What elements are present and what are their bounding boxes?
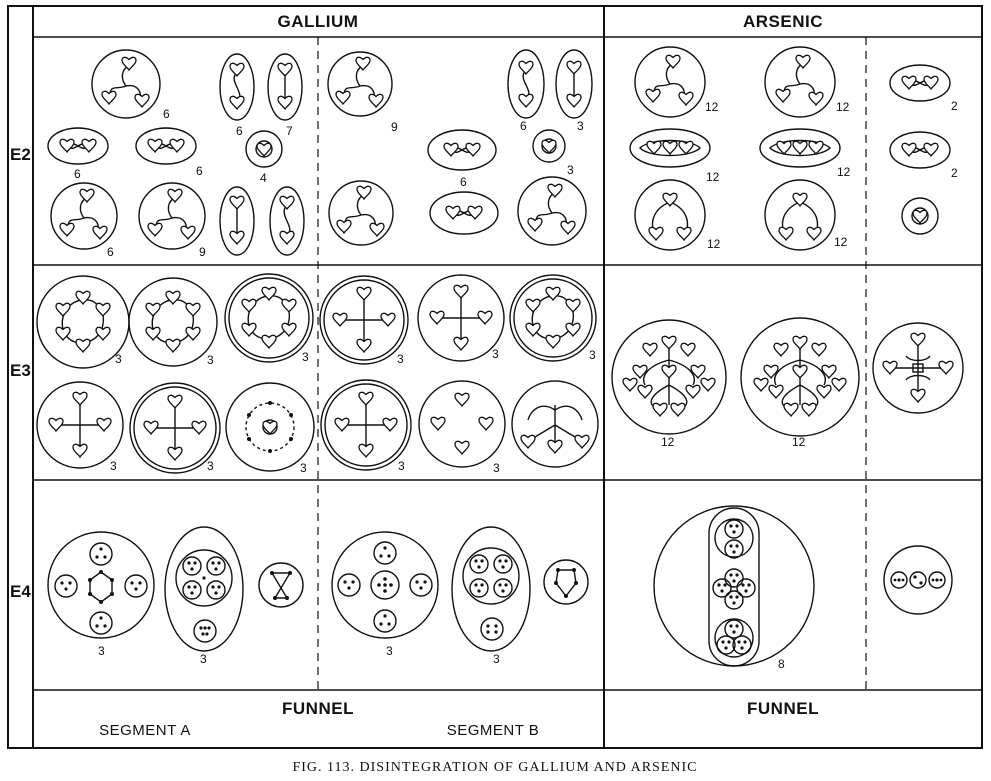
arsenic-e3-group [612,318,963,436]
num-g4-3: 3 [493,652,500,666]
num-a3-0: 12 [661,435,675,449]
num-g3-2: 3 [302,350,309,364]
gallium-header: GALLIUM [277,12,359,31]
row-label-e4: E4 [10,582,31,601]
num-g3-10: 3 [493,461,500,475]
figure-caption: FIG. 113. DISINTEGRATION OF GALLIUM AND ARSENIC [292,760,698,775]
num-g2-7: 3 [567,163,574,177]
num-a2-1: 12 [836,100,850,114]
num-g2-0: 6 [163,107,170,121]
num-g2-2: 7 [286,124,293,138]
row-label-e3: E3 [10,361,31,380]
outer-frame [8,6,982,748]
num-g2-11: 6 [107,245,114,259]
num-g3-0: 3 [115,352,122,366]
num-a2-7: 12 [834,235,848,249]
num-g3-6: 3 [110,459,117,473]
num-g3-7: 3 [207,459,214,473]
arsenic-header: ARSENIC [742,12,824,31]
num-g2-1: 6 [236,124,243,138]
num-g3-5: 3 [589,348,596,362]
funnel-label-arsenic: FUNNEL [747,699,819,718]
num-g4-2: 3 [386,644,393,658]
row-label-e2: E2 [10,145,31,164]
num-g3-4: 3 [492,347,499,361]
num-a2-6: 12 [707,237,721,251]
num-g2-5: 6 [520,119,527,133]
num-g2-9: 6 [196,164,203,178]
num-g2-12: 9 [199,245,206,259]
num-g3-9: 3 [398,459,405,473]
num-a2-2: 2 [951,99,958,113]
num-a3-1: 12 [792,435,806,449]
arsenic-e2-group [630,47,950,250]
num-a2-4: 12 [837,165,851,179]
num-g2-4: 9 [391,120,398,134]
num-g3-3: 3 [397,352,404,366]
num-g4-0: 3 [98,644,105,658]
num-a2-0: 12 [705,100,719,114]
segment-a-label: SEGMENT A [99,722,191,739]
num-g2-6: 3 [577,119,584,133]
funnel-label-gallium: FUNNEL [282,699,354,718]
num-g2-10: 6 [460,175,467,189]
num-g3-1: 3 [207,353,214,367]
num-a4-0: 8 [778,657,785,671]
arsenic-e4-group [654,506,952,666]
num-a2-5: 2 [951,166,958,180]
num-g2-8: 6 [74,167,81,181]
gallium-e2-group [48,50,592,255]
num-g4-1: 3 [200,652,207,666]
segment-b-label: SEGMENT B [446,722,540,739]
num-a2-3: 12 [706,170,720,184]
num-g2-3: 4 [260,171,267,185]
num-g3-8: 3 [300,461,307,475]
